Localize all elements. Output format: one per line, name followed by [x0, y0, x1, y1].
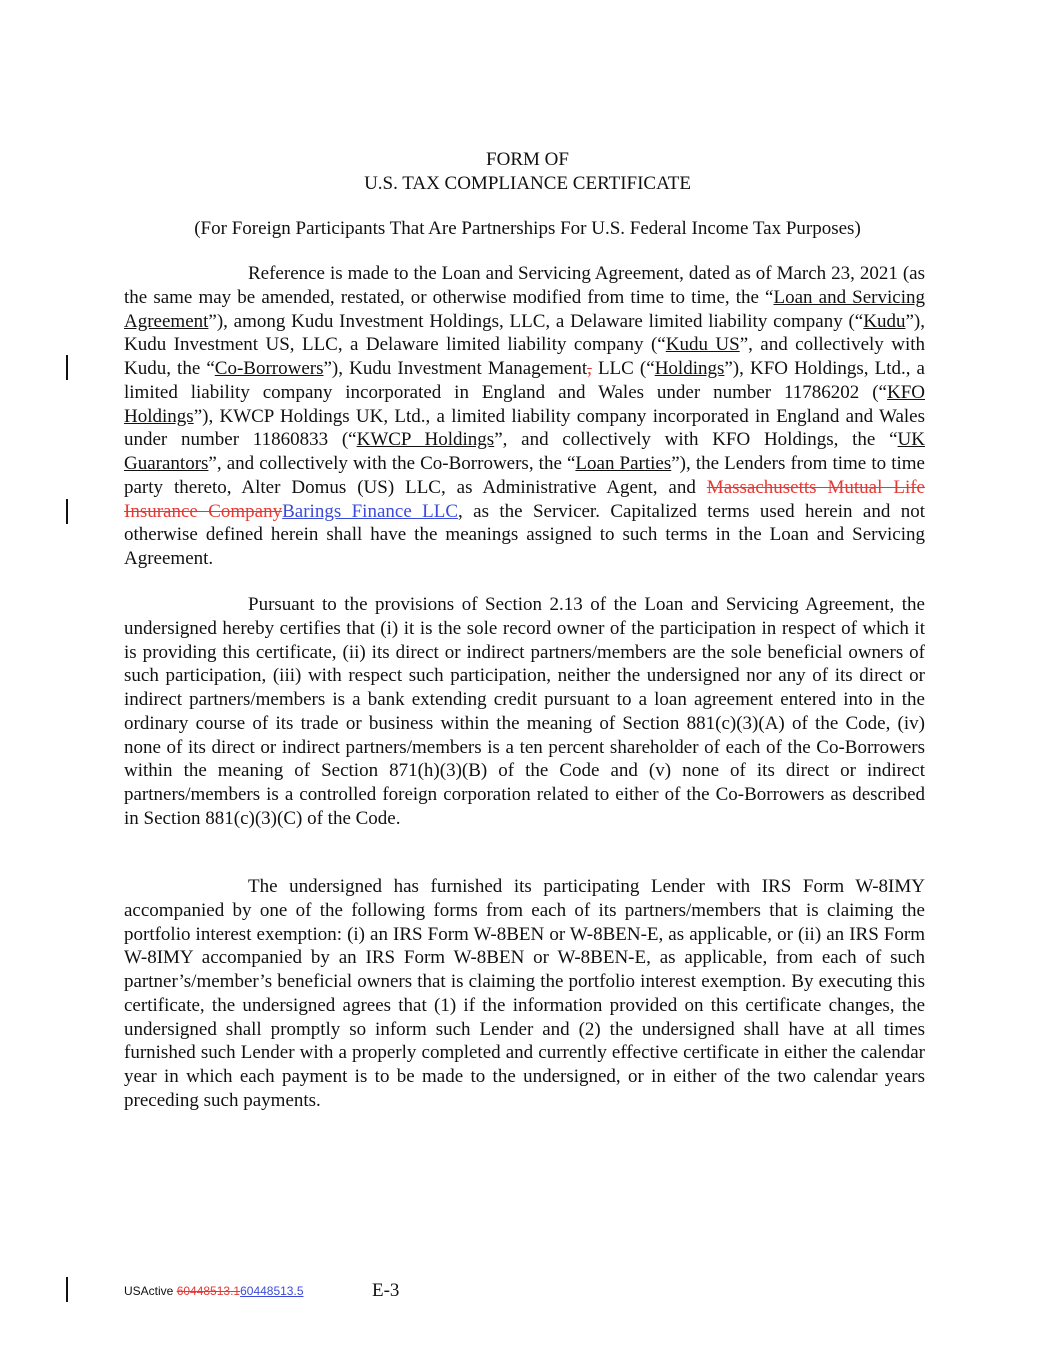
text-run: ”), Kudu Investment Management: [323, 358, 588, 379]
change-bar: [66, 355, 68, 380]
text-run: ”, and collectively with Kudu, the “: [124, 334, 925, 379]
text-run: ”), KFO Holdings, Ltd., a limited liability company incorporated in England and Wales under number 11786202 (“: [124, 358, 925, 403]
deleted-text: ,: [587, 358, 592, 379]
text-run: LLC (“: [591, 358, 655, 379]
text-run: ”, and collectively with the Co-Borrowers, the “: [208, 453, 576, 474]
text-run: Reference is made to the Loan and Servicing Agreement, dated as of March 23, 2021 (as the same may be amended, restated, or otherwise modified from time to time, the “: [124, 263, 925, 308]
defined-term: Holdings: [654, 358, 725, 379]
defined-term: Co-Borrowers: [214, 358, 324, 379]
deleted-text: Massachusetts Mutual Life Insurance Company: [124, 476, 925, 522]
text-run: ”), Kudu Investment US, LLC, a Delaware limited liability company (“: [124, 310, 925, 356]
change-bar: [66, 1277, 68, 1302]
deleted-doc-number: 60448513.1: [176, 1284, 241, 1298]
text-run: The undersigned has furnished its participating Lender with IRS Form W-8IMY accompanied by one of the following forms from each of its partners/members that is claiming the portfolio interest exemption: (i) an IRS Form W-8BEN or W-8BEN-E, as applicable, or (ii) an IRS Form W-8IMY accompanied by an IRS Form W-8BEN or W-8BEN-E, as applicable, from each of such partner’s/member’s beneficial owners that is claiming the portfolio interest exemption. By executing this certificate, the undersigned agrees that (1) if the information provided on this certificate changes, the undersigned shall promptly so inform such Lender and (2) the undersigned shall have at all times furnished such Lender with a properly completed and currently effective certificate in either the calendar year in which each payment is to be made to the undersigned, or in either of the two calendar years preceding such payments.: [124, 876, 925, 1111]
defined-term: KFO Holdings: [124, 381, 925, 427]
paragraph-forms: [124, 875, 925, 1113]
defined-term: Kudu: [863, 310, 906, 332]
text-run: ”), KWCP Holdings UK, Ltd., a limited liability company incorporated in England and Wales under number 11860833 (“: [124, 405, 925, 451]
footer-label: USActive: [124, 1284, 177, 1298]
subtitle: (For Foreign Participants That Are Partnerships For U.S. Federal Income Tax Purposes): [194, 218, 861, 239]
text-run: ”, and collectively with KFO Holdings, the “: [494, 429, 898, 451]
defined-term: Loan Parties: [575, 453, 672, 474]
paragraph-certification: [124, 593, 925, 831]
defined-term: Kudu US: [665, 334, 740, 356]
inserted-text: Barings Finance LLC: [282, 500, 459, 522]
text-run: , as the Servicer. Capitalized terms used herein and not otherwise defined herein shall have the meanings assigned to such terms in the Loan and Servicing Agreement.: [124, 500, 925, 569]
page-number: E-3: [372, 1280, 400, 1301]
text-run: Pursuant to the provisions of Section 2.13 of the Loan and Servicing Agreement, the undersigned hereby certifies that (i) it is the sole record owner of the participation in respect of which it is providing this certificate, (ii) its direct or indirect partners/members are the sole beneficial owners of such participation, (iii) with respect such participation, neither the undersigned nor any of its direct or indirect partners/members is a bank extending credit pursuant to a loan agreement entered into in the ordinary course of its trade or business within the meaning of Section 881(c)(3)(A) of the Code, (iv) none of its direct or indirect partners/members is a ten percent shareholder of each of the Co-Borrowers within the meaning of Section 871(h)(3)(B) of the Code and (v) none of its direct or indirect partners/members is a controlled foreign corporation related to either of the Co-Borrowers as described in Section 881(c)(3)(C) of the Code.: [124, 594, 925, 829]
footer-doc-id: [124, 1283, 304, 1299]
change-bar: [66, 499, 68, 524]
text-run: ”), among Kudu Investment Holdings, LLC, a Delaware limited liability company (“: [208, 310, 864, 332]
title-form-of: FORM OF: [486, 149, 569, 170]
defined-term: UK Guarantors: [124, 429, 925, 474]
title-certificate: U.S. TAX COMPLIANCE CERTIFICATE: [364, 173, 691, 194]
defined-term: KWCP Holdings: [356, 429, 495, 451]
inserted-doc-number: 60448513.5: [240, 1284, 304, 1298]
text-run: ”), the Lenders from time to time party thereto, Alter Domus (US) LLC, as Administrative Agent, and: [124, 453, 925, 498]
paragraph-reference: [124, 262, 925, 571]
defined-term: Loan and Servicing Agreement: [124, 286, 925, 332]
